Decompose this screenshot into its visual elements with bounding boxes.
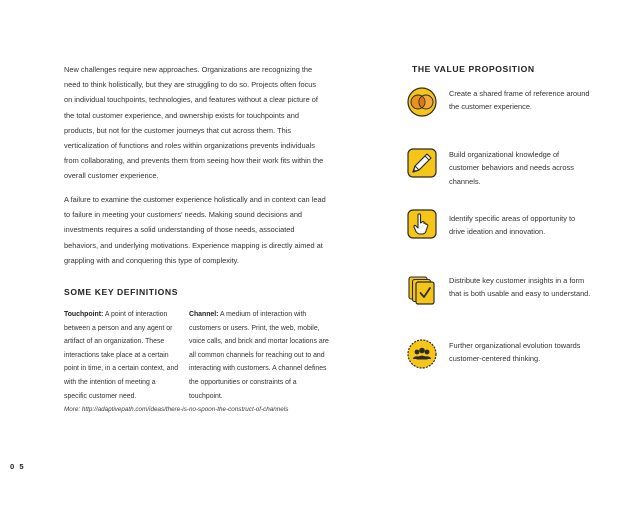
definition-channel-text: A medium of interaction with customers or users. Print, the web, mobile, voice calls, and brick and mortar locations are all common channels for reaching out to and interacting with customers. A channel defines the opportunities or constraints of a touchpoint. (189, 311, 329, 400)
failure-paragraph: A failure to examine the customer experience holistically and in context can lead to failure in meeting your customers' needs. Making sound decisions and investments requires a solid understanding of those needs, associated behaviors, and underlying motivations. Experience mapping is directly aimed at grappling with and conquering this type of complexity. (64, 195, 326, 265)
definition-channel (189, 308, 329, 403)
value-item-text: Identify specific areas of opportunity to drive ideation and innovation. (449, 214, 576, 237)
value-item (406, 274, 606, 314)
definition-touchpoint-text: A point of interaction between a person and any agent or artifact of an organization. These interactions take place at a certain point in time, in a certain context, and with the intention of meeting a specific customer need. (64, 311, 179, 400)
group-people-icon (406, 338, 438, 370)
definition-touchpoint (64, 308, 180, 403)
stacked-cards-check-icon (406, 274, 438, 306)
value-item (406, 208, 606, 248)
hand-pointer-icon (406, 208, 438, 240)
intro-paragraph: New challenges require new approaches. Organizations are recognizing the need to think holistically, but they are struggling to do so. Projects often focus on individual touchpoints, technologies, and features without a clear picture of the total customer experience, and ownership exists for touchpoints and products, but not for the customer journeys that cut across them. This verticalization of functions and roles within organizations prevents individuals from collaborating, and prevents them from seeing how their work fits within the overall customer experience. (64, 65, 324, 181)
page-number: 0 5 (10, 462, 26, 471)
value-item (406, 86, 606, 126)
value-item-text: Further organizational evolution towards customer-centered thinking. (449, 341, 581, 364)
definitions-heading: SOME KEY DEFINITIONS (64, 287, 179, 297)
definition-channel-term: Channel: (189, 311, 219, 318)
value-item (406, 338, 606, 378)
more-link[interactable]: More: http://adaptivepath.com/ideas/there-is-no-spoon-the-construct-of-channels (64, 406, 289, 413)
value-proposition-heading: THE VALUE PROPOSITION (412, 64, 535, 74)
venn-circles-icon (406, 86, 438, 118)
value-item-text: Create a shared frame of reference around the customer experience. (449, 89, 590, 112)
pencil-icon (406, 147, 438, 179)
value-item-text: Distribute key customer insights in a form that is both usable and easy to understand. (449, 276, 591, 299)
value-item-text: Build organizational knowledge of customer behaviors and needs across channels. (449, 150, 574, 186)
value-item (406, 147, 606, 187)
definition-touchpoint-term: Touchpoint: (64, 311, 104, 318)
